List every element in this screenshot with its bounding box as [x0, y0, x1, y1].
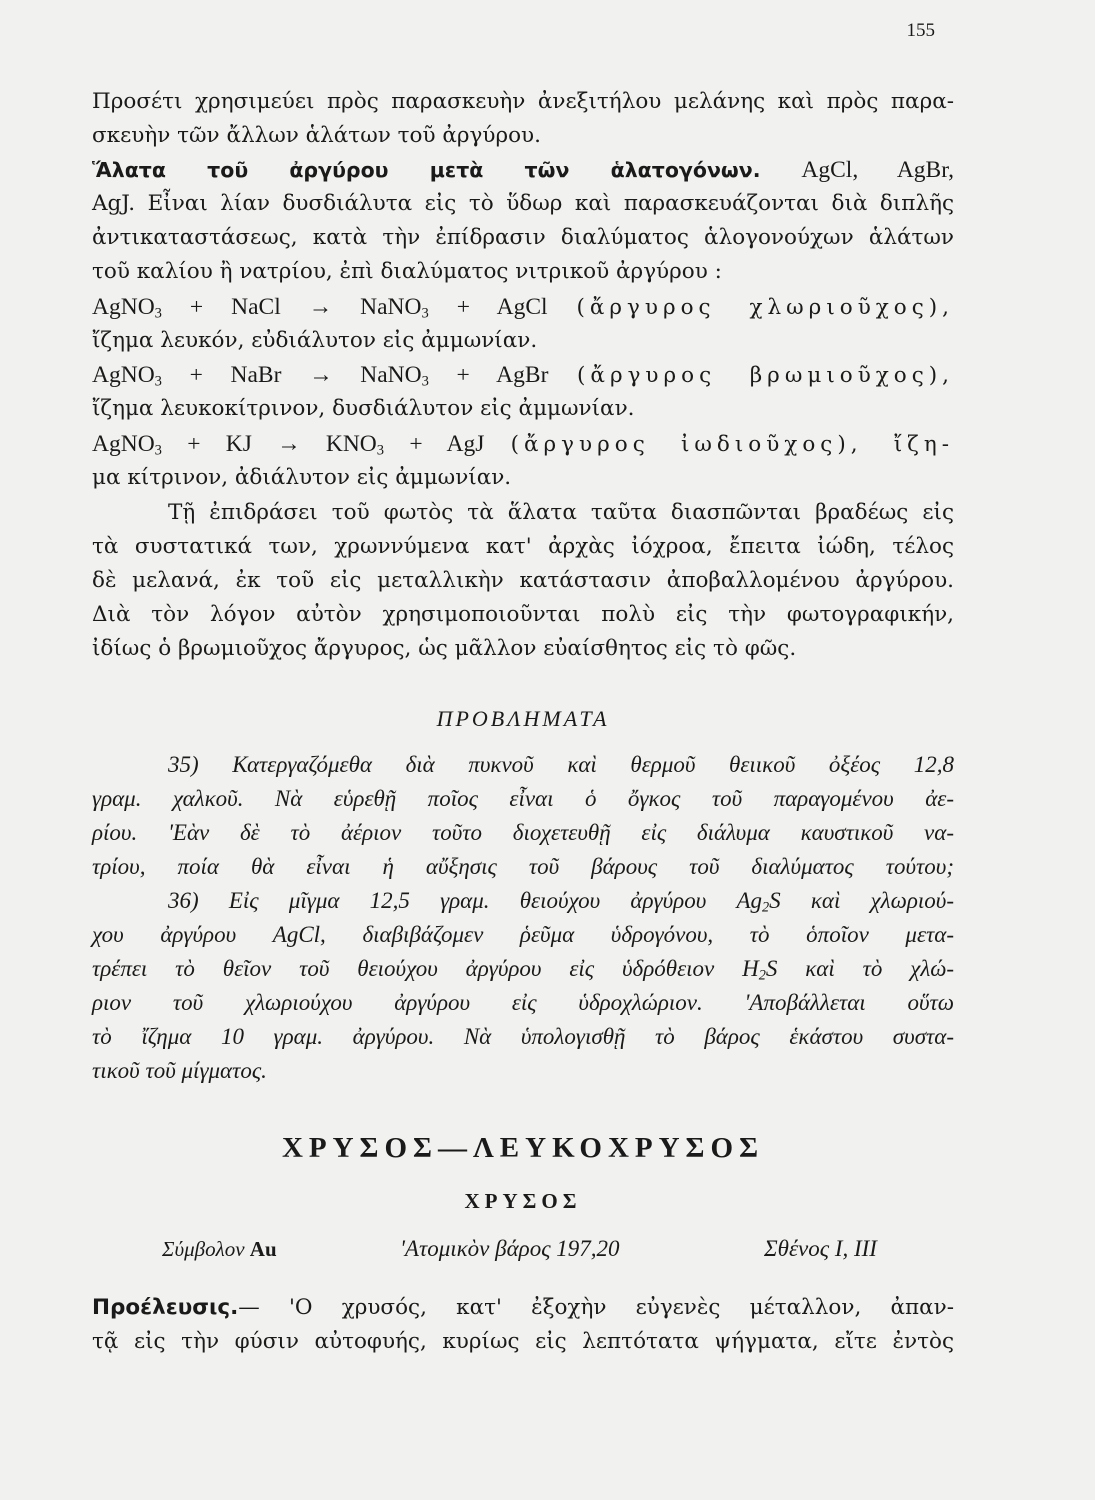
reaction-3 [92, 429, 954, 460]
problem-35-line-1: 35) Κατεργαζόμεθα διὰ πυκνοῦ καὶ θερμοῦ θειικοῦ ὀξέος 12,8 [168, 752, 954, 777]
problem-36-line-4: ριον τοῦ χλωριούχου ἀργύρου εἰς ὑδροχλώριον. 'Αποβάλλεται οὕτω [92, 990, 954, 1015]
reaction-2 [92, 360, 954, 391]
reaction-2-product-name: (ἄργυρος βρωμιοῦχος), [577, 363, 954, 388]
problems-title: ΠΡΟΒΛΗΜΑΤΑ [436, 706, 610, 731]
page-number: 155 [906, 20, 935, 41]
reaction-2-equation: AgNO$_3$ + NaBr → NaNO$_3$ + AgBr [92, 362, 549, 390]
paragraph-3-line-1: Τῇ ἐπιδράσει τοῦ φωτὸς τὰ ἅλατα ταῦτα διασπῶνται βραδέως εἰς [168, 500, 954, 525]
reaction-1 [92, 292, 954, 323]
reaction-1-description: ἴζημα λευκόν, εὐδιάλυτον εἰς ἀμμωνίαν. [92, 328, 538, 353]
problem-36-line-2: χου ἀργύρου AgCl, διαβιβάζομεν ῥεῦμα ὑδρογόνου, τὸ ὁποῖον μετα- [92, 922, 954, 947]
origin-line-1: Προέλευσις.— 'Ο χρυσός, κατ' ἐξοχὴν εὐγενὲς μέταλλον, ἀπαν- [92, 1295, 954, 1320]
paragraph-3-line-3: δὲ μελανά, ἐκ τοῦ εἰς μεταλλικὴν κατάστασιν ἀποβαλλομένου ἀργύρου. [92, 568, 954, 593]
reaction-3-description: μα κίτρινον, ἀδιάλυτον εἰς ἀμμωνίαν. [92, 465, 512, 490]
paragraph-3-line-4: Διὰ τὸν λόγον αὐτὸν χρησιμοποιοῦνται πολὺ εἰς τὴν φωτογραφικήν, [92, 602, 954, 627]
halide-formulas: AgCl, AgBr, [801, 157, 954, 183]
paragraph-1-line-1: Προσέτι χρησιμεύει πρὸς παρασκευὴν ἀνεξιτήλου μελάνης καὶ πρὸς παρα- [92, 89, 954, 114]
paragraph-3-line-5: ἰδίως ὁ βρωμιοῦχος ἄργυρος, ὡς μᾶλλον εὐαίσθητος εἰς τὸ φῶς. [92, 636, 797, 661]
reaction-3-equation: AgNO$_3$ + KJ → $KNO_3$ + AgJ [92, 431, 485, 459]
problem-35-line-2: γραμ. χαλκοῦ. Νὰ εὑρεθῇ ποῖος εἶναι ὁ ὄγκος τοῦ παραγομένου ἀε- [92, 786, 954, 811]
chapter-subtitle: ΧΡΥΣΟΣ [464, 1189, 582, 1213]
symbol-field [162, 1234, 277, 1264]
problem-36-line-1: 36) Εἰς μῖγμα 12,5 γραμ. θειούχου ἀργύρου $Ag_2S$ καὶ χλωριού- [168, 888, 954, 916]
paragraph-2-line-4: τοῦ καλίου ἢ νατρίου, ἐπὶ διαλύματος νιτρικοῦ ἀργύρου : [92, 259, 722, 284]
problem-36-line-3: τρέπει τὸ θεῖον τοῦ θειούχου ἀργύρου εἰς ὑδρόθειον $H_2S$ καὶ τὸ χλώ- [92, 956, 954, 984]
problem-35-line-3: ρίου. 'Εὰν δὲ τὸ ἀέριον τοῦτο διοχετευθῇ εἰς διάλυμα καυστικοῦ να- [92, 820, 954, 845]
symbol-value: Au [249, 1237, 277, 1261]
reaction-2-description: ἴζημα λευκοκίτρινον, δυσδιάλυτον εἰς ἀμμωνίαν. [92, 396, 635, 421]
problem-36-line-6: τικοῦ τοῦ μίγματος. [92, 1058, 267, 1083]
origin-label: Προέλευσις. [92, 1295, 239, 1320]
symbol-label: Σύμβολον [162, 1237, 245, 1261]
paragraph-1-line-2: σκευὴν τῶν ἄλλων ἁλάτων τοῦ ἀργύρου. [92, 123, 541, 148]
problem-36-line-5: τὸ ἴζημα 10 γραμ. ἀργύρου. Νὰ ὑπολογισθῇ τὸ βάρος ἑκάστου συστα- [92, 1024, 954, 1049]
valence: Σθένος I, III [764, 1236, 877, 1261]
reaction-1-equation: AgNO$_3$ + NaCl → NaNO$_3$ + AgCl [92, 294, 548, 322]
reaction-3-product-name: (ἄργυρος ἰωδιοῦχος), ἴζη- [510, 432, 954, 457]
paragraph-2-line-2: AgJ. Εἶναι λίαν δυσδιάλυτα εἰς τὸ ὕδωρ καὶ παρασκευάζονται διὰ διπλῆς [92, 191, 954, 216]
atomic-weight: 'Ατομικὸν βάρος 197,20 [400, 1236, 620, 1261]
reaction-1-product-name: (ἄργυρος χλωριοῦχος), [576, 295, 954, 320]
silver-halides-heading-line [92, 155, 954, 186]
paragraph-2-line-3: ἀντικαταστάσεως, κατὰ τὴν ἐπίδρασιν διαλύματος ἁλογονούχων ἁλάτων [92, 225, 954, 250]
paragraph-3-line-2: τὰ συστατικά των, χρωννύμενα κατ' ἀρχὰς ἰόχροα, ἔπειτα ἰώδη, τέλος [92, 534, 954, 559]
origin-line-2: τᾷ εἰς τὴν φύσιν αὐτοφυής, κυρίως εἰς λεπτότατα ψήγματα, εἴτε ἐντὸς [92, 1329, 954, 1354]
section-heading: Ἅλατα τοῦ ἀργύρου μετὰ τῶν ἁλατογόνων. [92, 158, 761, 182]
problem-35-line-4: τρίου, ποία θὰ εἶναι ἡ αὔξησις τοῦ βάρους τοῦ διαλύματος τούτου; [92, 854, 954, 879]
chapter-title: ΧΡΥΣΟΣ—ΛΕΥΚΟΧΡΥΣΟΣ [281, 1132, 765, 1164]
